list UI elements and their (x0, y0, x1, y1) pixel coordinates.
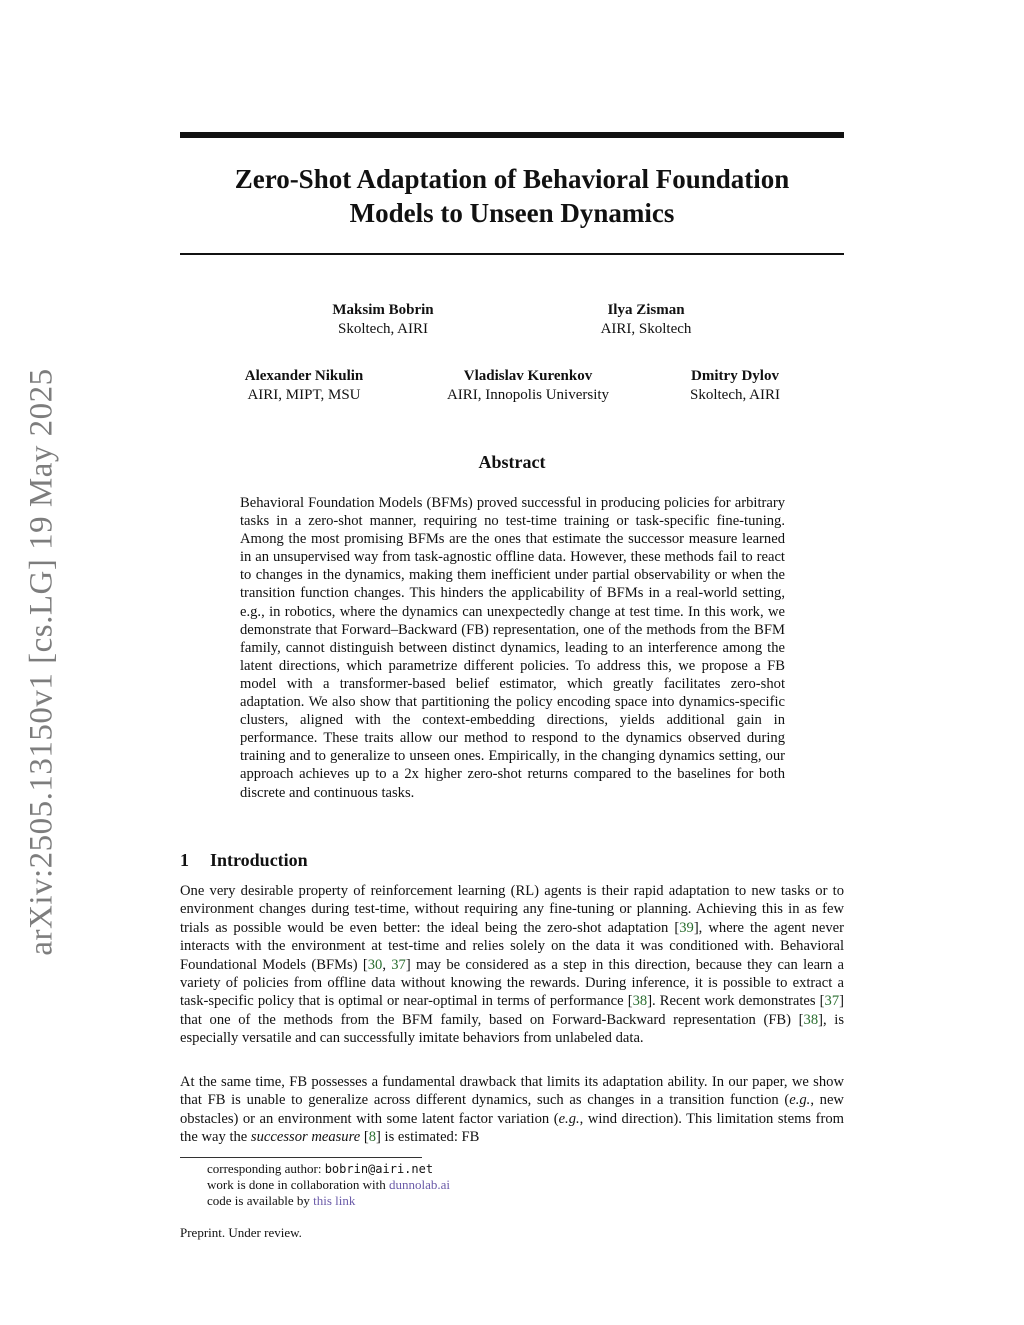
text-run: , wind direction). This limitation stems from the way the (180, 1110, 844, 1146)
footnote-1 (207, 1161, 450, 1177)
citation-link[interactable]: 37 (824, 993, 840, 1010)
author-affiliation: AIRI, MIPT, MSU (247, 387, 361, 403)
author-name: Dmitry Dylov (691, 368, 779, 384)
paper-title (180, 162, 844, 230)
intro-paragraph-1 (180, 882, 844, 1048)
title-rule-top (180, 132, 844, 138)
text-run: , (382, 956, 392, 973)
citation-link[interactable]: 38 (803, 1011, 819, 1028)
text-run: ], where the agent never interacts with the environment at test-time and relies solely on the data it was conditioned with. Behavioral Foundational Models (BFMs) [ (180, 919, 844, 973)
dunnolab-link[interactable]: dunnolab.ai (388, 1177, 450, 1192)
intro-paragraph-2 (180, 1073, 844, 1147)
title-line-1: Zero-Shot Adaptation of Behavioral Foundation (234, 164, 790, 194)
footnote-rule (180, 1157, 422, 1158)
preprint-note: Preprint. Under review. (180, 1225, 302, 1240)
text-run: One very desirable property of reinforcement learning (RL) agents is their rapid adaptation to new tasks or to environment changes during test-time, without requiring any fine-tuning or planning. Achieving this in as few trials as possible would be even better: the ideal being the zero-shot adaptation [ (180, 883, 844, 936)
code-link[interactable]: this link (313, 1193, 356, 1208)
author-name: Ilya Zisman (607, 302, 685, 318)
section-number: 1 (180, 850, 189, 870)
abstract-heading: Abstract (478, 452, 546, 472)
arxiv-id[interactable]: arXiv:2505.13150v1 [cs.LG] 19 May 2025 (23, 368, 60, 956)
author-4 (423, 367, 633, 405)
citation-link[interactable]: 38 (632, 993, 648, 1010)
text-run: ] that one of the methods from the BFM family, based on Forward-Backward representation (FB) [ (180, 993, 844, 1028)
section-title: Introduction (210, 850, 308, 870)
text-run: ]. Recent work demonstrates [ (647, 993, 825, 1010)
author-5 (655, 367, 815, 405)
text-run: [ (360, 1129, 369, 1146)
italic-eg: e.g. (789, 1092, 811, 1109)
footnote-label: corresponding author: (207, 1161, 325, 1176)
author-affiliation: Skoltech, AIRI (690, 387, 780, 403)
footnote-label: code is available by (207, 1193, 314, 1208)
author-1 (293, 301, 473, 339)
citation-link[interactable]: 30 (367, 956, 383, 973)
title-rule-bottom (180, 253, 844, 255)
italic-eg: e.g. (558, 1110, 580, 1127)
author-affiliation: AIRI, Skoltech (600, 321, 692, 337)
author-name: Alexander Nikulin (244, 368, 364, 384)
author-2 (556, 301, 736, 339)
citation-link[interactable]: 39 (679, 919, 694, 936)
citation-link[interactable]: 37 (391, 956, 406, 973)
text-run: ], is especially versatile and can successfully imitate behaviors from unlabeled data. (180, 1011, 845, 1047)
footnote-2 (207, 1177, 450, 1193)
footnotes (207, 1161, 450, 1209)
text-run: ] may be considered as a step in this direction, because they can learn a variety of policies from offline data without knowing the rewards. During inference, it is possible to extract a task-specific policy that is optimal or near-optimal in terms of performance [ (180, 956, 845, 1010)
author-3 (214, 367, 394, 405)
footnote-3 (207, 1193, 450, 1209)
citation-link[interactable]: 8 (368, 1129, 377, 1146)
text-run: , new obstacles) or an environment with some latent factor variation ( (180, 1092, 844, 1127)
footnote-label: work is done in collaboration with (207, 1177, 389, 1192)
author-name: Maksim Bobrin (332, 302, 434, 318)
author-affiliation: AIRI, Innopolis University (446, 387, 610, 403)
author-name: Vladislav Kurenkov (463, 368, 593, 384)
author-affiliation: Skoltech, AIRI (338, 321, 428, 337)
text-run: ] is estimated: FB (376, 1129, 480, 1146)
italic-term: successor measure (250, 1129, 361, 1146)
section-heading-introduction (180, 849, 844, 871)
email-link[interactable]: bobrin@airi.net (324, 1162, 434, 1176)
text-run: At the same time, FB possesses a fundamental drawback that limits its adaptation ability. In our paper, we show that FB is unable to generalize across different dynamics, such as changes in a transition function ( (180, 1074, 844, 1109)
abstract-text: Behavioral Foundation Models (BFMs) proved successful in producing policies for arbitrary tasks in a zero-shot manner, requiring no test-time training or task-specific fine-tuning. Among the most promising BFMs are the ones that estimate the successor measure learned in an unsupervised way from task-agnostic offline data. However, these methods fail to react to changes in the dynamics, making them inefficient under partial observability or when the transition function changes. This hinders the applicability of BFMs in a real-world setting, e.g., in robotics, where the dynamics can unexpectedly change at test time. In this work, we demonstrate that Forward–Backward (FB) representation, one of the methods from the BFM family, cannot distinguish between distinct dynamics, leading to an interference among the latent directions, which parametrize different policies. To address this, we propose a FB model with a transformer-based belief estimator, which greatly facilitates zero-shot adaptation. We also show that partitioning the policy encoding space into dynamics-specific clusters, aligned with the context-embedding directions, yields additional gain in performance. These traits allow our method to respond to the dynamics observed during training and to generalize to unseen ones. Empirically, in the changing dynamics setting, our approach achieves up to a 2x higher zero-shot returns compared to the baselines for both discrete and continuous tasks. (240, 495, 785, 801)
title-line-2: Models to Unseen Dynamics (349, 198, 675, 228)
